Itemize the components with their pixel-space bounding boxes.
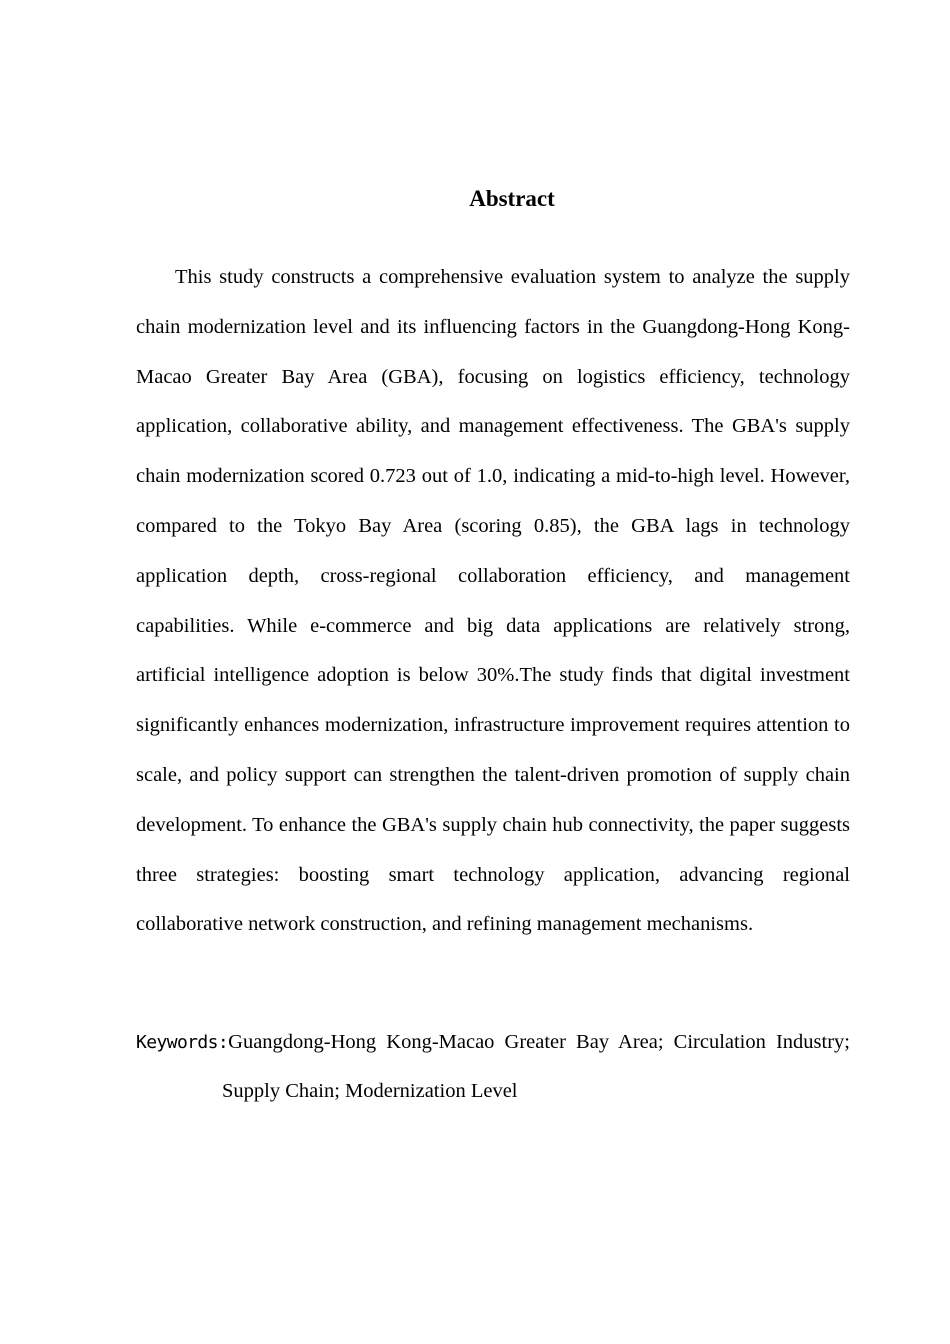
abstract-body: This study constructs a comprehensive evaluation system to analyze the supply chain modernization level and its influencing factors in the Guangdong-Hong Kong-Macao Greater Bay Area (GBA), focusing on logistics efficiency, technology application, collaborative ability, and management effectiveness. The GBA's supply chain modernization scored 0.723 out of 1.0, indicating a mid-to-high level. However, compared to the Tokyo Bay Area (scoring 0.85), the GBA lags in technology application depth, cross-regional collaboration efficiency, and management capabilities. While e-commerce and big data applications are relatively strong, artificial intelligence adoption is below 30%.The study finds that digital investment significantly enhances modernization, infrastructure improvement requires attention to scale, and policy support can strengthen the talent-driven promotion of supply chain development. To enhance the GBA's supply chain hub connectivity, the paper suggests three strategies: boosting smart technology application, advancing regional collaborative network construction, and refining management mechanisms. xyxy=(136,266,850,936)
keywords-text: Guangdong-Hong Kong-Macao Greater Bay Area; Circulation Industry; Supply Chain; Modernization Level xyxy=(222,1031,850,1102)
keywords-label: Keywords: xyxy=(136,1032,229,1053)
abstract-title: Abstract xyxy=(469,186,555,211)
keywords-paragraph xyxy=(136,1018,850,1116)
